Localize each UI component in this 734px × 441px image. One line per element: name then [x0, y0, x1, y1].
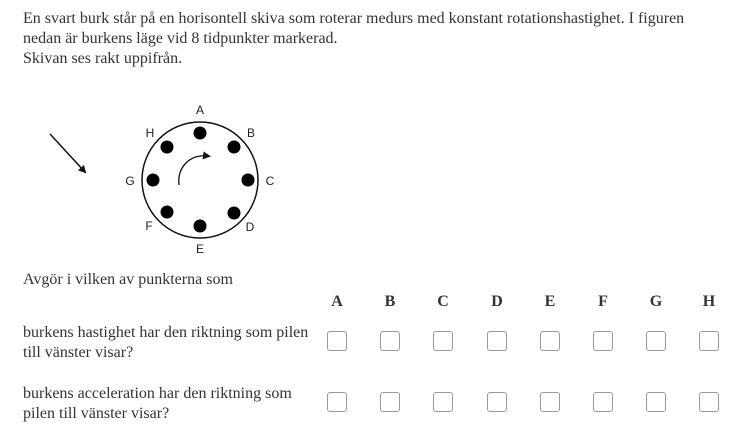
can-position-f: [161, 206, 174, 219]
row-label-acceleration: burkens acceleration har den riktning som pilen till vänster visar?: [23, 385, 292, 422]
column-header-b: B: [384, 293, 396, 310]
column-header-h: H: [702, 293, 716, 310]
column-header-d: D: [491, 293, 503, 310]
point-label-c: C: [265, 174, 275, 188]
can-position-g: [147, 174, 160, 187]
velocity-checkbox-e[interactable]: [540, 331, 560, 351]
acceleration-checkbox-e[interactable]: [540, 392, 560, 412]
column-header-g: G: [649, 293, 663, 310]
acceleration-checkbox-d[interactable]: [487, 392, 507, 412]
velocity-checkbox-d[interactable]: [487, 331, 507, 351]
can-position-c: [242, 174, 255, 187]
point-label-e: E: [195, 242, 205, 256]
acceleration-checkbox-h[interactable]: [699, 392, 719, 412]
point-label-f: F: [145, 219, 153, 233]
rotating-disc-svg: [40, 92, 340, 262]
clockwise-rotation-icon: [179, 156, 208, 185]
velocity-checkbox-g[interactable]: [646, 331, 666, 351]
velocity-checkbox-c[interactable]: [433, 331, 453, 351]
row-label-velocity: burkens hastighet har den riktning som pilen till vänster visar?: [23, 324, 309, 361]
acceleration-checkbox-g[interactable]: [646, 392, 666, 412]
column-header-f: F: [598, 293, 608, 310]
acceleration-checkbox-f[interactable]: [593, 392, 613, 412]
rotating-disc-figure: [40, 92, 340, 262]
can-position-d: [228, 207, 241, 220]
can-position-b: [228, 141, 241, 154]
point-label-h: H: [145, 126, 155, 140]
acceleration-checkbox-c[interactable]: [433, 392, 453, 412]
question-paragraph: En svart burk står på en horisontell skiva som roterar medurs med konstant rotationshastighet. I figuren nedan är burkens läge vid 8 tidpunkter markerad.: [23, 10, 685, 47]
can-position-e: [194, 220, 207, 233]
acceleration-checkbox-a[interactable]: [327, 392, 347, 412]
point-label-b: B: [246, 126, 256, 140]
velocity-checkbox-b[interactable]: [380, 331, 400, 351]
can-position-h: [161, 141, 174, 154]
can-position-a: [194, 127, 207, 140]
column-header-c: C: [437, 293, 449, 310]
point-label-d: D: [245, 220, 255, 234]
velocity-checkbox-f[interactable]: [593, 331, 613, 351]
velocity-checkbox-a[interactable]: [327, 331, 347, 351]
point-label-g: G: [125, 174, 135, 188]
question-prompt: Avgör i vilken av punkterna som: [23, 271, 233, 288]
point-label-a: A: [195, 103, 205, 117]
direction-arrow-icon: [50, 134, 85, 172]
question-note: Skivan ses rakt uppifrån.: [23, 50, 183, 67]
question-text: [23, 9, 723, 69]
acceleration-checkbox-b[interactable]: [380, 392, 400, 412]
velocity-checkbox-h[interactable]: [699, 331, 719, 351]
column-header-e: E: [544, 293, 556, 310]
column-header-a: A: [331, 293, 343, 310]
